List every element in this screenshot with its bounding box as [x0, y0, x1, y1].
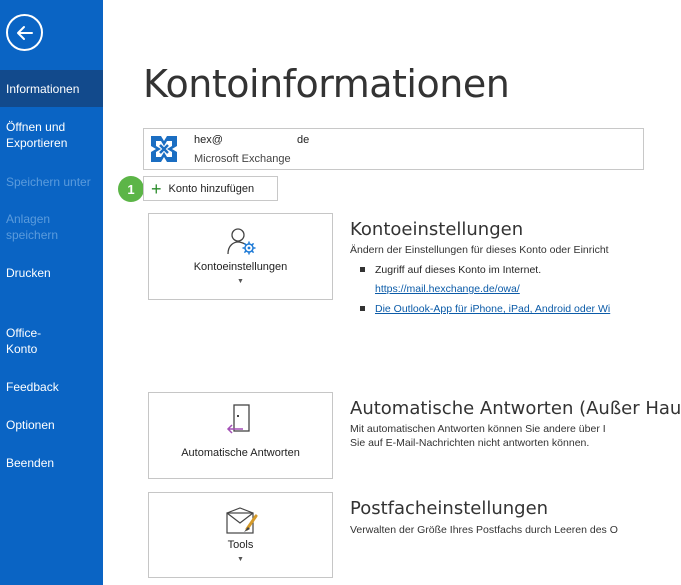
automatic-replies-tile[interactable] [148, 392, 333, 479]
nav-label: Drucken [6, 266, 51, 280]
account-settings-tile-label: Kontoeinstellungen [193, 261, 288, 273]
nav-informationen[interactable] [0, 70, 103, 107]
caret-down-icon: ▼ [237, 556, 244, 563]
nav-anlagen-speichern [0, 211, 70, 243]
nav-label: Anlagen speichern [6, 212, 59, 242]
owa-bullet [360, 264, 541, 277]
nav-label: Informationen [6, 81, 80, 96]
mailbox-settings-title: Postfacheinstellungen [350, 498, 549, 519]
account-type: Microsoft Exchange [194, 153, 291, 165]
owa-link[interactable]: https://mail.hexchange.de/owa/ [375, 283, 520, 295]
nav-office-konto[interactable] [0, 325, 60, 357]
nav-optionen[interactable] [0, 417, 103, 433]
account-email-suffix: de [297, 134, 310, 146]
nav-label: Optionen [6, 418, 55, 432]
account-settings-tile[interactable] [148, 213, 333, 300]
caret-down-icon: ▼ [237, 278, 244, 285]
automatic-replies-title: Automatische Antworten (Außer Hau [350, 398, 681, 419]
nav-feedback[interactable] [0, 379, 103, 395]
step-badge: 1 [118, 176, 144, 202]
outlook-app-bullet [360, 303, 610, 316]
add-account-button[interactable] [143, 176, 278, 201]
nav-label: Speichern unter [6, 175, 91, 189]
add-account-label: Konto hinzufügen [168, 182, 255, 195]
auto-reply-icon [225, 403, 255, 437]
tools-tile-label: Tools [227, 539, 254, 551]
page-title: Kontoinformationen [143, 62, 510, 106]
exchange-icon [148, 133, 180, 165]
nav-beenden[interactable] [0, 455, 103, 471]
bullet-icon [360, 306, 365, 311]
automatic-replies-tile-label: Automatische Antworten [181, 447, 300, 459]
sidebar [0, 0, 103, 585]
account-selector[interactable] [143, 128, 644, 170]
nav-label: Öffnen und Exportieren [6, 120, 68, 150]
back-arrow-icon [15, 23, 35, 43]
nav-drucken[interactable] [0, 265, 103, 281]
owa-bullet-text: Zugriff auf dieses Konto im Internet. [375, 264, 542, 276]
nav-oeffnen-exportieren[interactable] [0, 119, 90, 151]
nav-label: Office-Konto [6, 326, 42, 356]
account-settings-icon [226, 226, 258, 258]
account-settings-description: Ändern der Einstellungen für dieses Konto oder Einricht [350, 244, 609, 256]
mailbox-settings-description: Verwalten der Größe Ihres Postfachs durch Leeren des O [350, 524, 618, 536]
tools-tile[interactable] [148, 492, 333, 578]
account-settings-title: Kontoeinstellungen [350, 219, 524, 240]
outlook-app-link[interactable]: Die Outlook-App für iPhone, iPad, Android oder Wi [375, 303, 611, 315]
bullet-icon [360, 267, 365, 272]
automatic-replies-line-2: Sie auf E-Mail-Nachrichten nicht antworten können. [350, 437, 590, 449]
account-email-prefix: hex@ [194, 134, 223, 146]
nav-label: Beenden [6, 456, 55, 470]
nav-label: Feedback [6, 380, 59, 394]
tools-icon [225, 507, 259, 537]
plus-icon: + [151, 178, 162, 199]
nav-speichern-unter [0, 174, 103, 190]
back-button[interactable] [6, 14, 43, 51]
automatic-replies-line-1: Mit automatischen Antworten können Sie andere über I [350, 423, 606, 435]
